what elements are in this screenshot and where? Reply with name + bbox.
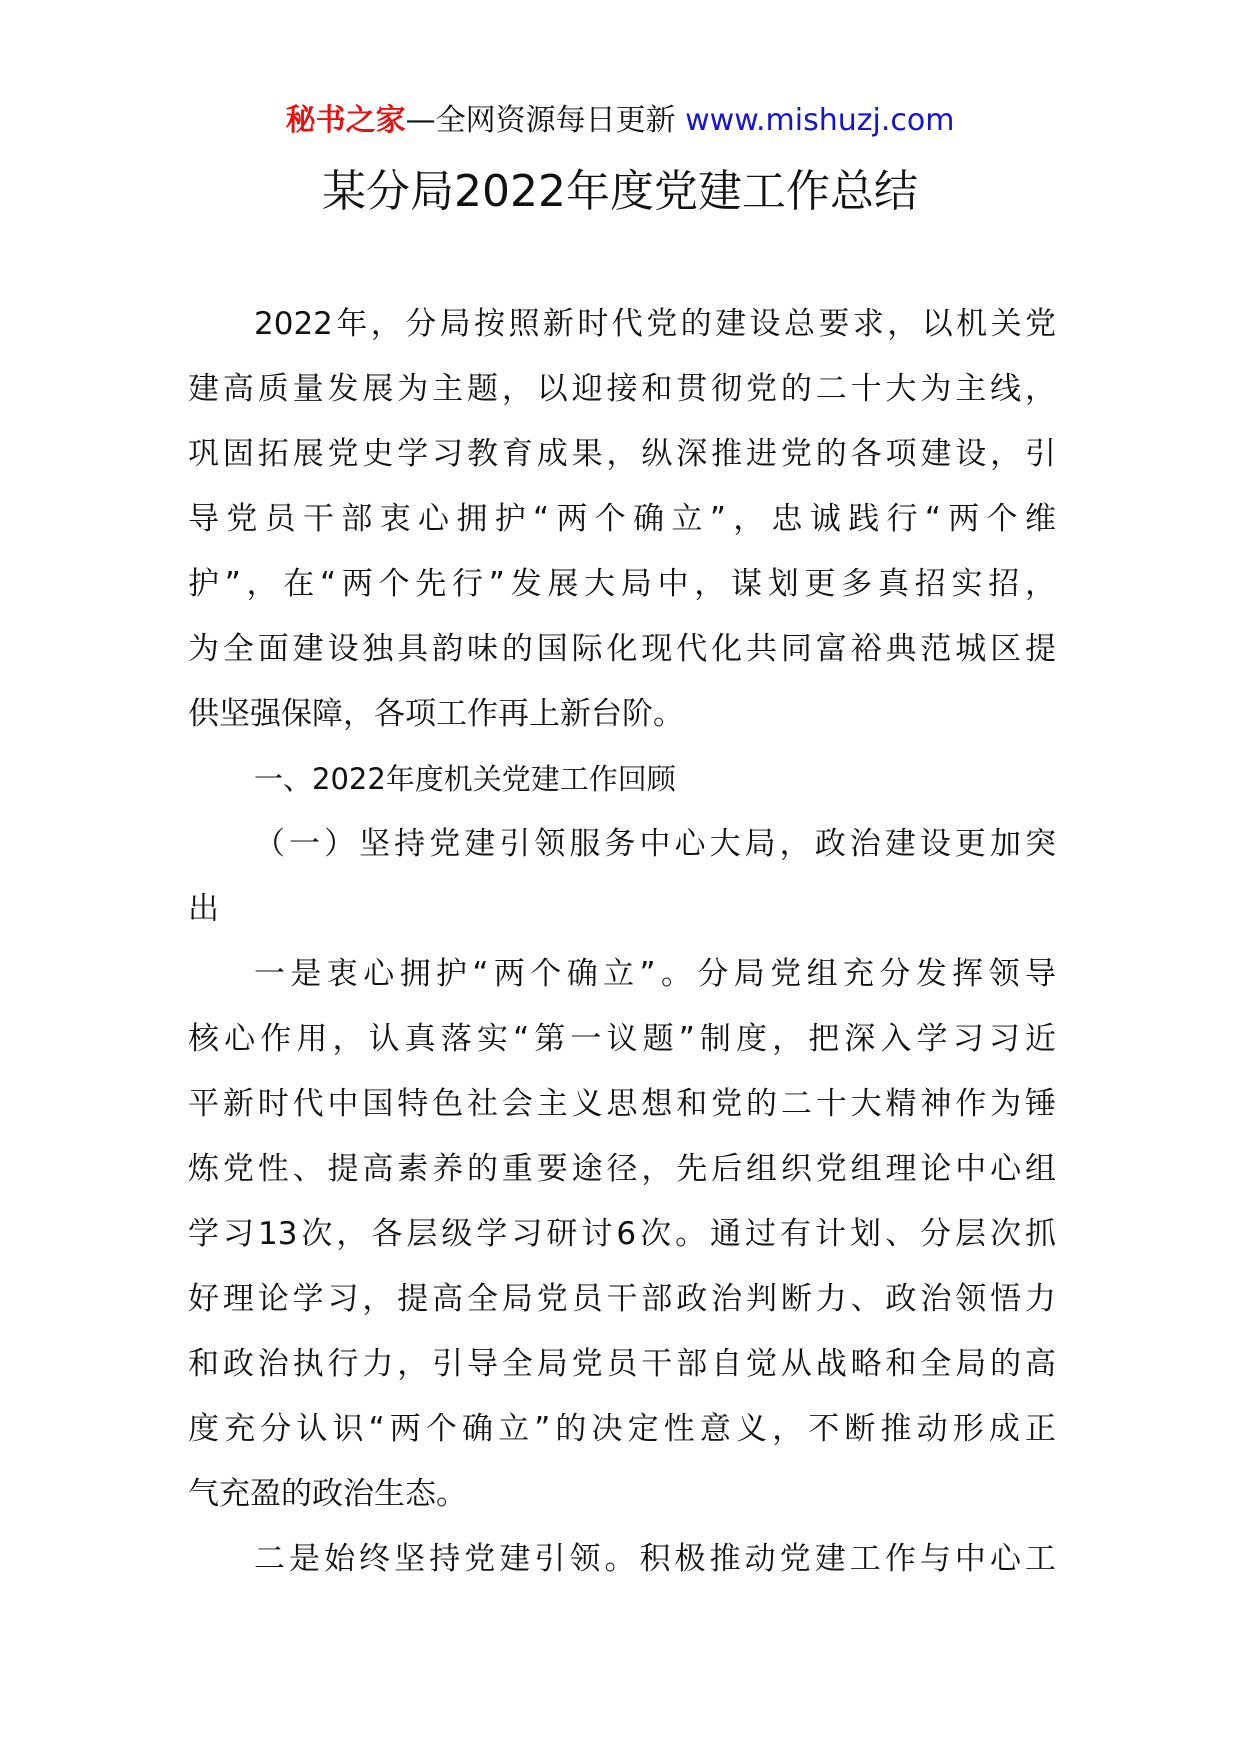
- document-body: [188, 292, 1056, 1592]
- text-line: 学习13次，各层级学习研讨6次。通过有计划、分层次抓: [188, 1216, 1056, 1252]
- text-line: 建高质量发展为主题，以迎接和贯彻党的二十大为主线，: [188, 371, 1056, 407]
- text-line: 气充盈的政治生态。: [188, 1476, 467, 1512]
- text-line: 度充分认识“两个确立”的决定性意义，不断推动形成正: [188, 1411, 1056, 1447]
- paragraph-item-one: [188, 942, 1056, 1527]
- text-line: 为全面建设独具韵味的国际化现代化共同富裕典范城区提: [188, 631, 1056, 667]
- subsection-heading: [188, 812, 1056, 942]
- text-line: 导党员干部衷心拥护“两个确立”，忠诚践行“两个维: [188, 501, 1056, 537]
- text-line: 炼党性、提高素养的重要途径，先后组织党组理论中心组: [188, 1151, 1056, 1187]
- document-title: 某分局2022年度党建工作总结: [322, 166, 918, 217]
- text-line: 和政治执行力，引导全局党员干部自觉从战略和全局的高: [188, 1346, 1056, 1382]
- banner-tagline: —全网资源每日更新: [405, 103, 686, 138]
- brand-name: 秘书之家: [285, 103, 406, 138]
- text-line: 巩固拓展党史学习教育成果，纵深推进党的各项建设，引: [188, 436, 1056, 472]
- text-line: （一）坚持党建引领服务中心大局，政治建设更加突: [254, 826, 1056, 862]
- text-line: 供坚强保障，各项工作再上新台阶。: [188, 696, 684, 732]
- paragraph-intro: [188, 292, 1056, 747]
- text-line: 核心作用，认真落实“第一议题”制度，把深入学习习近: [188, 1021, 1056, 1057]
- text-line: 二是始终坚持党建引领。积极推动党建工作与中心工: [254, 1541, 1056, 1577]
- text-line: 护”，在“两个先行”发展大局中，谋划更多真招实招，: [188, 566, 1056, 602]
- paragraph-item-two: [188, 1527, 1056, 1592]
- text-line: 2022年，分局按照新时代党的建设总要求，以机关党: [254, 306, 1056, 342]
- text-line: 出: [188, 891, 219, 927]
- site-url-link[interactable]: www.mishuzj.com: [685, 103, 955, 138]
- text-line: 一是衷心拥护“两个确立”。分局党组充分发挥领导: [254, 956, 1056, 992]
- text-line: 好理论学习，提高全局党员干部政治判断力、政治领悟力: [188, 1281, 1056, 1317]
- section-heading: 一、2022年度机关党建工作回顾: [254, 762, 676, 796]
- text-line: 平新时代中国特色社会主义思想和党的二十大精神作为锤: [188, 1086, 1056, 1122]
- site-banner: [0, 101, 1240, 141]
